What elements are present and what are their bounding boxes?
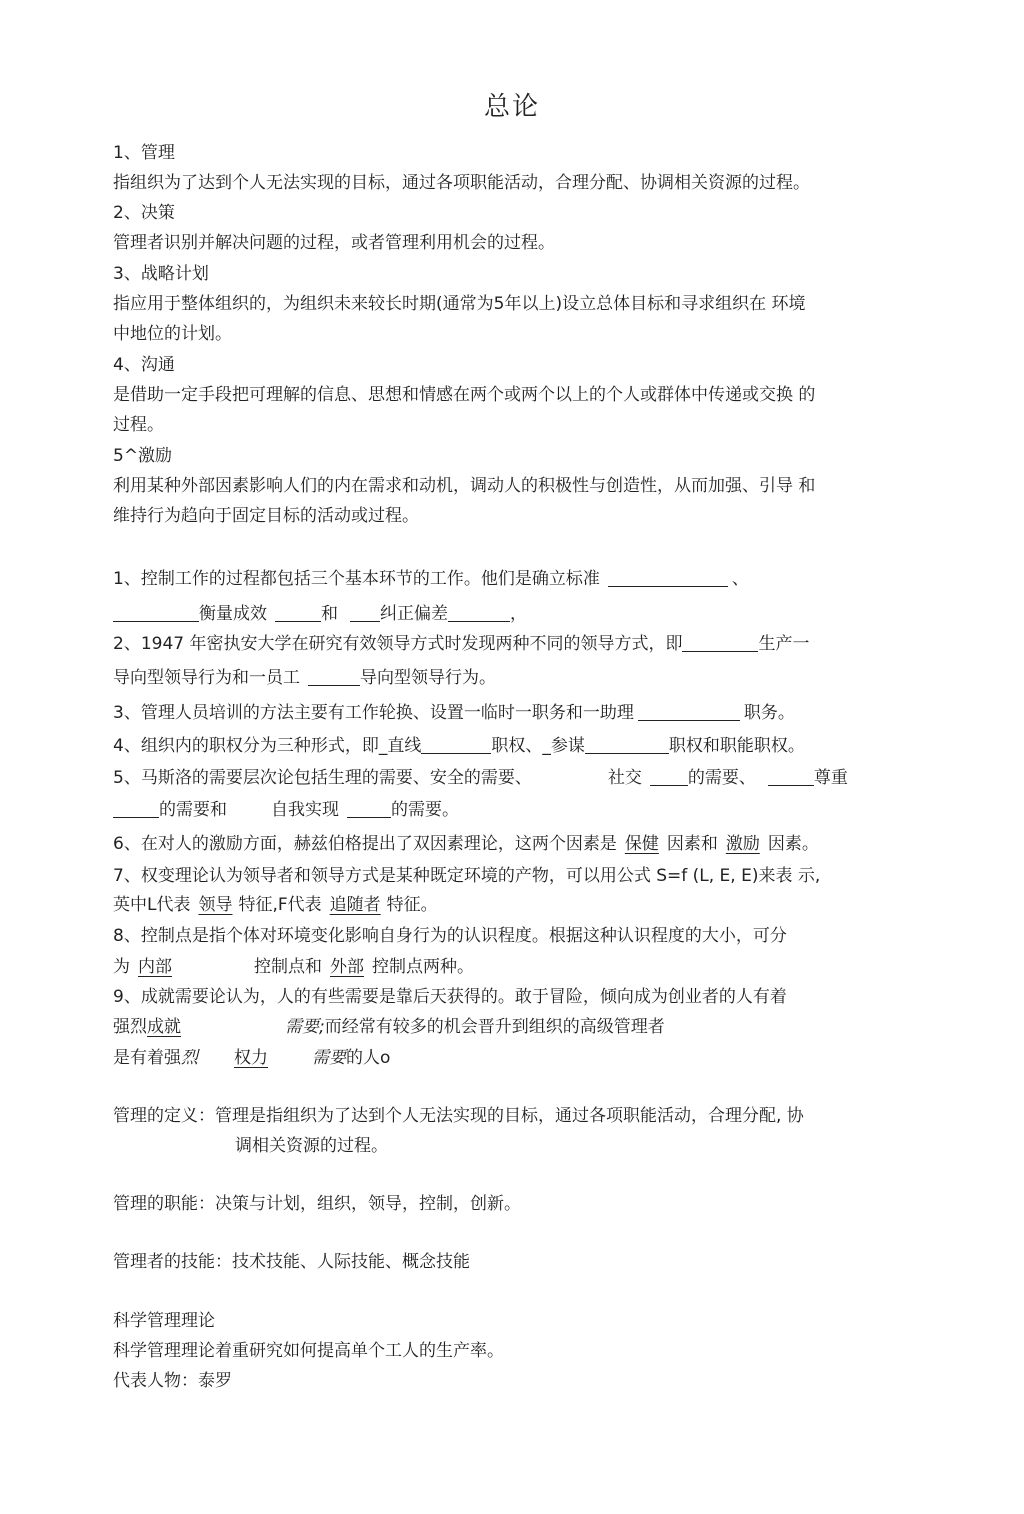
- definition-text-strategic-plan-1: 指应用于整体组织的，为组织未来较长时期(通常为5年以上)设立总体目标和寻求组织在 环境: [113, 294, 806, 314]
- definition-text-motivation-2: 维持行为趋向于固定目标的活动或过程。: [113, 506, 419, 526]
- definition-heading-management: 1、管理: [113, 143, 175, 163]
- answer-blank: [275, 603, 321, 622]
- question-text: 英中L代表: [113, 895, 191, 915]
- question-text: 2、1947 年密执安大学在研究有效领导方式时发现两种不同的领导方式，即: [113, 634, 683, 654]
- question-text: 5、马斯洛的需要层次论包括生理的需要、安全的需要、: [113, 768, 532, 788]
- question-3: [113, 701, 795, 725]
- answer-achievement: 成就: [147, 1017, 181, 1037]
- question-2-line-1: [113, 632, 809, 656]
- management-definition-line-1: 管理的定义：管理是指组织为了达到个人无法实现的目标，通过各项职能活动，合理分配, 协: [113, 1106, 804, 1126]
- answer-text: 自我实现: [271, 800, 339, 820]
- answer-blank: [650, 767, 688, 786]
- question-text: 因素。: [767, 834, 819, 854]
- definition-heading-strategic-plan: 3、战略计划: [113, 264, 209, 284]
- management-definition-line-2: 调相关资源的过程。: [235, 1136, 388, 1156]
- answer-blank: [113, 603, 199, 622]
- question-9-line-3: [113, 1046, 390, 1070]
- question-text: 而经常有较多的机会晋升到组织的高级管理者: [324, 1017, 665, 1037]
- answer-follower: 追随者: [329, 895, 381, 915]
- answer-blank: [347, 799, 391, 818]
- question-text: 需要: [312, 1048, 346, 1068]
- question-text: 控制点和: [254, 957, 322, 977]
- question-text: 控制点两种。: [372, 957, 474, 977]
- answer-text: 纠正偏差: [380, 604, 448, 624]
- definition-heading-decision: 2、决策: [113, 203, 175, 223]
- question-text: 特征,F代表: [238, 895, 322, 915]
- question-7-line-1: 7、权变理论认为领导者和领导方式是某种既定环境的产物，可以用公式 S=f (L, E, E)来表 示,: [113, 866, 821, 886]
- question-text: 为: [113, 957, 130, 977]
- answer-motivator: 激励: [725, 834, 760, 854]
- answer-text: 尊重: [813, 768, 848, 788]
- question-2-line-2: [113, 666, 496, 690]
- question-text: 强烈: [113, 1017, 147, 1037]
- question-text: 的人o: [346, 1048, 391, 1068]
- question-9-line-2: [113, 1015, 665, 1039]
- question-text: 的需要、: [687, 768, 756, 788]
- question-text: 是有着强: [113, 1048, 181, 1068]
- answer-blank: [638, 702, 740, 721]
- definition-text-management: 指组织为了达到个人无法实现的目标，通过各项职能活动，合理分配、协调相关资源的过程。: [113, 173, 810, 193]
- question-text: 职权和职能职权。: [668, 736, 805, 756]
- definition-text-communication-2: 过程。: [113, 415, 164, 435]
- answer-text: 职权、_参谋: [491, 736, 585, 756]
- manager-skills: 管理者的技能：技术技能、人际技能、概念技能: [113, 1252, 470, 1272]
- question-text: 和: [321, 604, 338, 624]
- question-text: 1、控制工作的过程都包括三个基本环节的工作。他们是确立标准: [113, 569, 600, 589]
- definition-heading-communication: 4、沟通: [113, 355, 175, 375]
- question-8-line-1: 8、控制点是指个体对环境变化影响自身行为的认识程度。根据这种认识程度的大小，可分: [113, 926, 787, 946]
- definition-text-strategic-plan-2: 中地位的计划。: [113, 324, 232, 344]
- question-9-line-1: 9、成就需要论认为，人的有些需要是靠后天获得的。敢于冒险，倾向成为创业者的人有着: [113, 987, 787, 1007]
- answer-blank: [308, 667, 360, 686]
- question-5-line-2: [113, 798, 459, 822]
- answer-leader: 领导: [198, 895, 233, 915]
- question-6: [113, 832, 819, 856]
- definition-text-motivation-1: 利用某种外部因素影响人们的内在需求和动机，调动人的积极性与创造性，从而加强、引导 和: [113, 476, 816, 496]
- scientific-management-representative: 代表人物：泰罗: [113, 1371, 232, 1391]
- answer-text: 4、组织内的职权分为三种形式，即_直线: [113, 736, 422, 756]
- question-1-line-2: [113, 602, 527, 626]
- question-7-line-2: [113, 893, 438, 917]
- definition-text-communication-1: 是借助一定手段把可理解的信息、思想和情感在两个或两个以上的个人或群体中传递或交换 的: [113, 385, 816, 405]
- question-text: 6、在对人的激励方面，赫兹伯格提出了双因素理论，这两个因素是: [113, 834, 617, 854]
- answer-power: 权力: [234, 1048, 268, 1068]
- page-title: 总论: [483, 92, 540, 122]
- answer-internal: 内部: [138, 957, 172, 977]
- question-1-line-1: [113, 567, 749, 591]
- answer-external: 外部: [330, 957, 364, 977]
- answer-blank: [682, 633, 758, 652]
- question-text: ，: [510, 604, 527, 624]
- scientific-management-heading: 科学管理理论: [113, 1311, 215, 1331]
- answer-blank: [585, 735, 669, 754]
- question-4: [113, 734, 805, 758]
- definition-heading-motivation: 5^激励: [113, 446, 173, 466]
- answer-blank: [448, 603, 510, 622]
- question-text: 导向型领导行为和一员工: [113, 668, 300, 688]
- question-text: 3、管理人员培训的方法主要有工作轮换、设置一临时一职务和一助理: [113, 703, 634, 723]
- question-text: 需要;: [285, 1017, 325, 1037]
- question-text: 、: [731, 569, 749, 589]
- question-text: 职务。: [743, 703, 795, 723]
- question-text: 的需要。: [391, 800, 459, 820]
- answer-blank: [768, 767, 814, 786]
- scientific-management-text: 科学管理理论着重研究如何提高单个工人的生产率。: [113, 1341, 504, 1361]
- answer-text: 生产一: [758, 634, 810, 654]
- answer-blank: [608, 568, 728, 587]
- question-8-line-2: [113, 955, 474, 979]
- answer-text: 社交: [607, 768, 642, 788]
- question-5-line-1: [113, 766, 848, 790]
- question-text: 烈: [181, 1048, 198, 1068]
- answer-text: 导向型领导行为。: [360, 668, 496, 688]
- answer-blank: [350, 603, 380, 622]
- question-text: 因素和: [666, 834, 718, 854]
- answer-blank: [113, 799, 159, 818]
- answer-blank: [421, 735, 491, 754]
- definition-text-decision: 管理者识别并解决问题的过程，或者管理利用机会的过程。: [113, 233, 555, 253]
- question-text: 特征。: [386, 895, 438, 915]
- question-text: 的需要和: [159, 800, 227, 820]
- answer-text: 衡量成效: [199, 604, 267, 624]
- answer-hygiene: 保健: [624, 834, 659, 854]
- management-functions: 管理的职能：决策与计划，组织，领导，控制，创新。: [113, 1194, 521, 1214]
